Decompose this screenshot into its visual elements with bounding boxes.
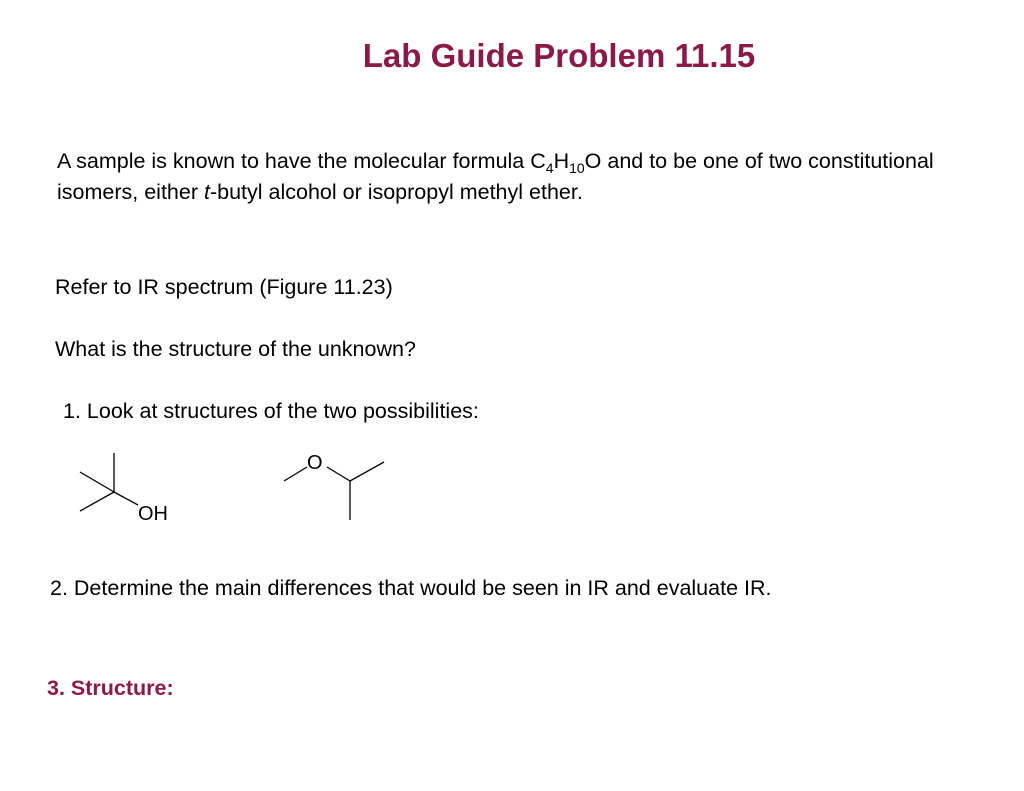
intro-italic-t: t (203, 180, 210, 204)
isopropyl-methyl-ether-structure (280, 445, 400, 530)
step-1-text: 1. Look at structures of the two possibilities: (63, 399, 479, 423)
intro-text-d: -butyl alcohol or isopropyl methyl ether. (209, 180, 583, 204)
intro-text-c: O and to be one of two constitutional isomers, either (57, 149, 934, 204)
page-title: Lab Guide Problem 11.15 (362, 37, 756, 74)
intro-text-b: H (553, 149, 570, 173)
bond-upper-left (80, 472, 114, 492)
step-3-heading: 3. Structure: (47, 676, 174, 700)
step-2-text: 2. Determine the main differences that would be seen in IR and evaluate IR. (50, 576, 772, 600)
question-text: What is the structure of the unknown? (55, 337, 416, 361)
problem-statement (57, 146, 937, 208)
bond-to-oh (114, 492, 138, 505)
bond-lower-left (80, 492, 114, 511)
bond-methyl-o (284, 467, 307, 481)
oxygen-label: O (307, 452, 323, 474)
subscript-hydrogen: 10 (569, 160, 585, 176)
bond-ch-methyl-right (350, 462, 384, 481)
t-butyl-alcohol-structure (70, 445, 190, 530)
hydroxyl-label: OH (138, 503, 168, 525)
bond-o-ch (327, 467, 350, 481)
subscript-carbon: 4 (545, 160, 554, 176)
refer-text: Refer to IR spectrum (Figure 11.23) (55, 275, 393, 299)
intro-text-a: A sample is known to have the molecular formula C (57, 149, 546, 173)
